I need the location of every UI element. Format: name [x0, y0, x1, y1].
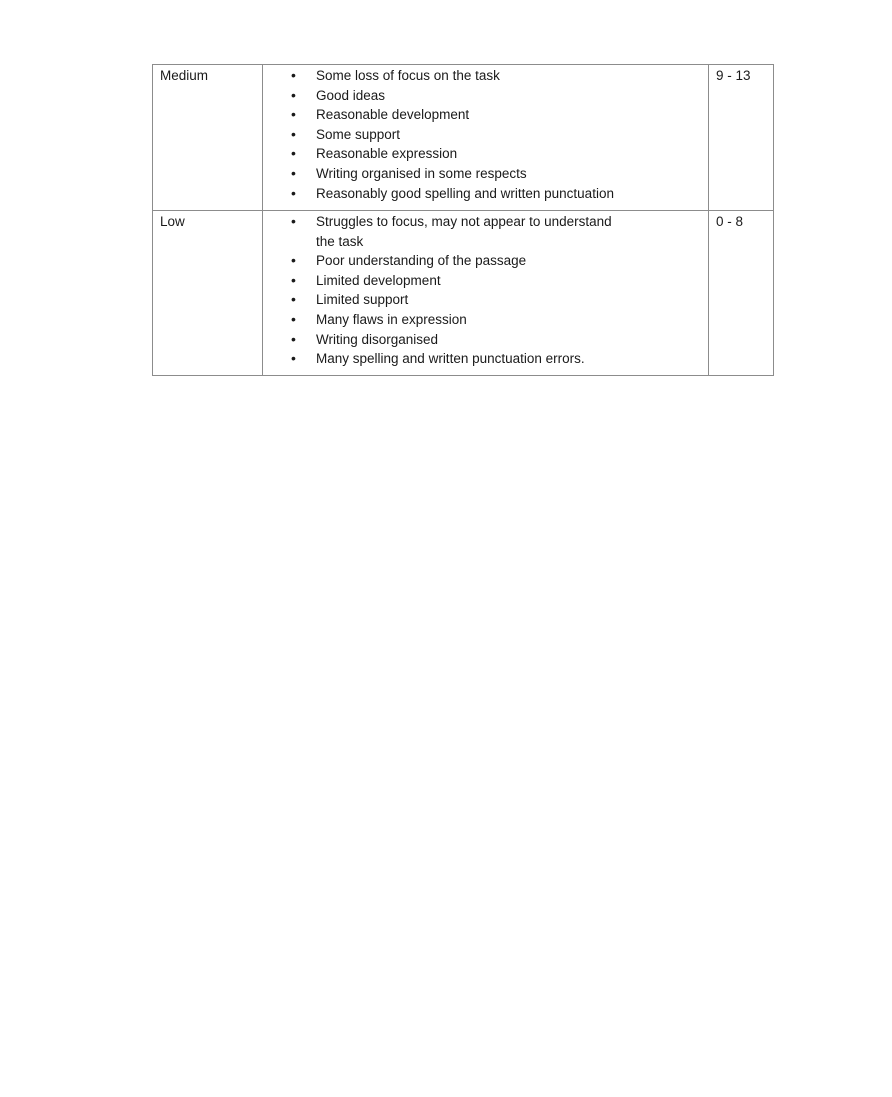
criteria-item: • Writing disorganised	[263, 330, 700, 350]
marks-range: 9 - 13	[709, 65, 774, 211]
marks-range: 0 - 8	[709, 211, 774, 376]
criteria-item: • Struggles to focus, may not appear to understand the task	[263, 212, 700, 251]
criteria-item: • Reasonably good spelling and written punctuation	[263, 184, 700, 204]
criteria-list	[263, 66, 700, 203]
criteria-item: • Writing organised in some respects	[263, 164, 700, 184]
criteria-item: • Good ideas	[263, 86, 700, 106]
level-label: Medium	[153, 65, 263, 211]
rubric-row-low	[153, 211, 774, 376]
criteria-list	[263, 212, 700, 369]
criteria-item: • Reasonable expression	[263, 144, 700, 164]
level-label: Low	[153, 211, 263, 376]
criteria-cell	[263, 65, 709, 211]
criteria-item: • Poor understanding of the passage	[263, 251, 700, 271]
criteria-item: • Limited support	[263, 290, 700, 310]
criteria-item: • Many flaws in expression	[263, 310, 700, 330]
criteria-item: • Some support	[263, 125, 700, 145]
criteria-cell	[263, 211, 709, 376]
rubric-row-medium	[153, 65, 774, 211]
marking-rubric-table	[152, 64, 774, 376]
criteria-item: • Limited development	[263, 271, 700, 291]
criteria-item: • Reasonable development	[263, 105, 700, 125]
criteria-item: • Many spelling and written punctuation errors.	[263, 349, 700, 369]
criteria-item: • Some loss of focus on the task	[263, 66, 700, 86]
